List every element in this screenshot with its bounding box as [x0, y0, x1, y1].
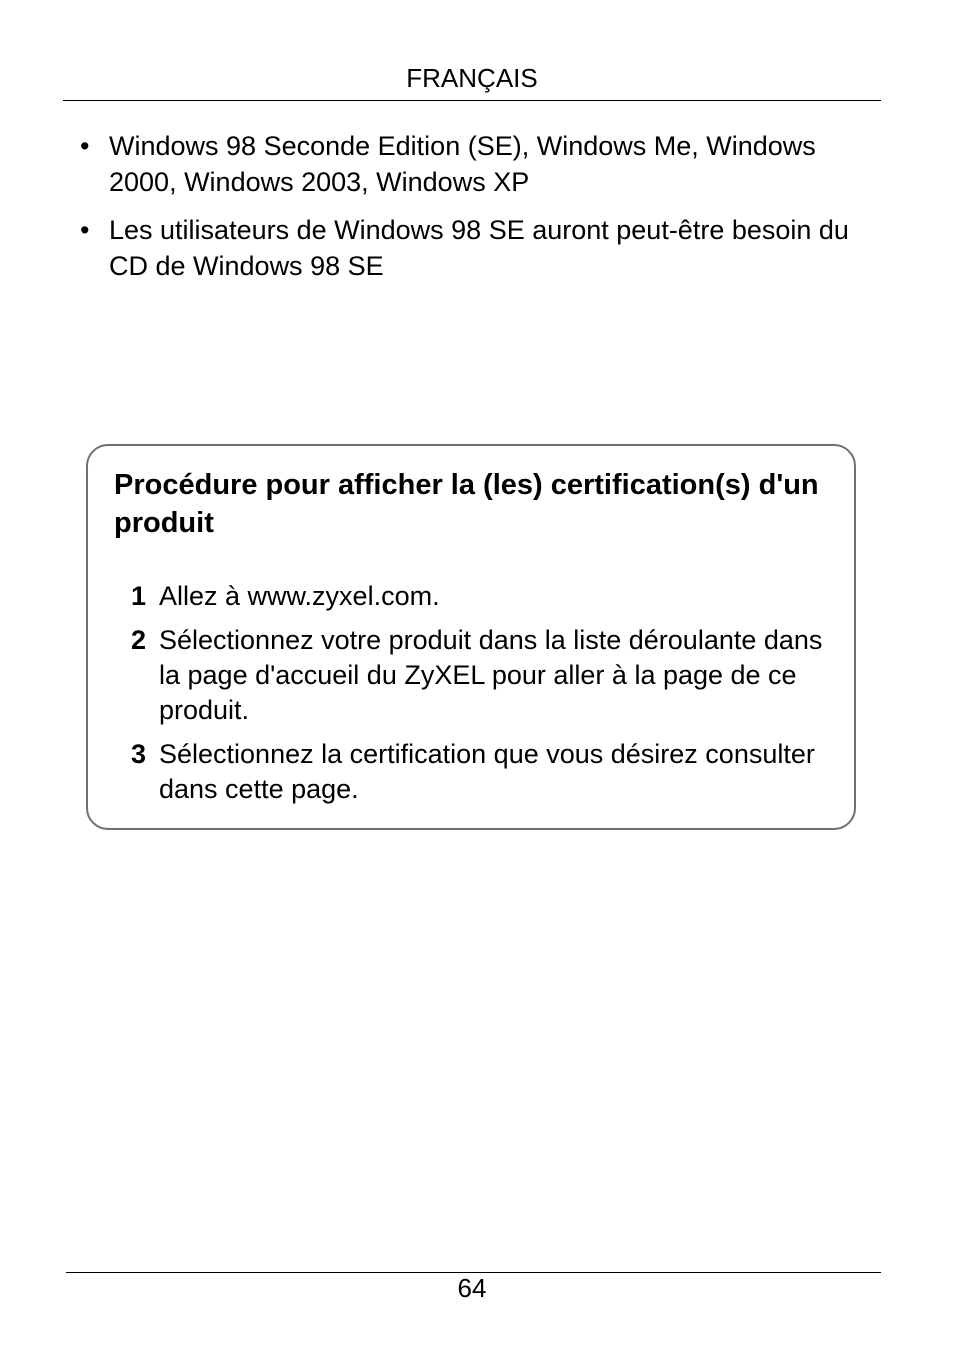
header-divider: [63, 100, 881, 101]
procedure-step: [131, 579, 831, 614]
list-item-text: Les utilisateurs de Windows 98 SE auront peut-être besoin du CD de Windows 98 SE: [109, 215, 849, 281]
requirements-list: [80, 128, 880, 296]
list-item-text: Windows 98 Seconde Edition (SE), Windows Me, Windows 2000, Windows 2003, Windows XP: [109, 131, 816, 197]
step-text: Sélectionnez votre produit dans la liste déroulante dans la page d'accueil du ZyXEL pour aller à la page de ce produit.: [159, 625, 823, 725]
step-number: 2: [131, 625, 147, 655]
list-item: [80, 212, 880, 284]
step-text: Sélectionnez la certification que vous désirez consulter dans cette page.: [159, 739, 815, 804]
procedure-title: Procédure pour afficher la (les) certification(s) d'un produit: [114, 469, 819, 539]
procedure-step: [131, 737, 831, 807]
step-text: Allez à www.zyxel.com.: [159, 581, 440, 611]
procedure-steps: [131, 579, 831, 816]
bullet-icon: •: [80, 131, 90, 161]
page-header-title: FRANÇAIS: [406, 63, 538, 93]
procedure-step: [131, 623, 831, 728]
page-number: 64: [457, 1273, 487, 1303]
step-number: 1: [131, 581, 147, 611]
bullet-icon: •: [80, 215, 90, 245]
step-number: 3: [131, 739, 147, 769]
list-item: [80, 128, 880, 200]
procedure-box: [86, 444, 856, 830]
